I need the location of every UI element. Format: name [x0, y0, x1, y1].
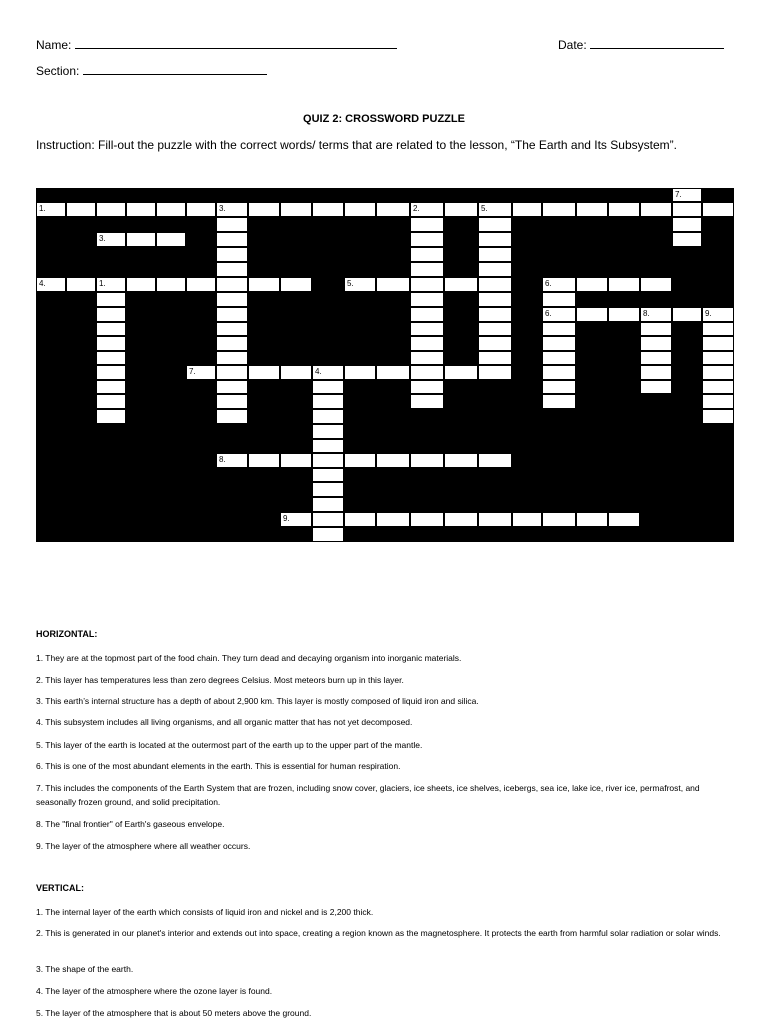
crossword-cell[interactable] [280, 453, 312, 468]
crossword-cell[interactable] [96, 307, 126, 322]
crossword-cell[interactable] [702, 380, 734, 394]
vertical-clue-2: 2. This is generated in our planet's interior and extends out into space, creating a region known as the magnetosphere. It protects the earth from harmful solar radiation or solar winds. [36, 928, 721, 938]
crossword-cell[interactable] [36, 277, 66, 292]
crossword-cell[interactable] [478, 512, 512, 527]
crossword-cell[interactable] [216, 394, 248, 409]
vertical-clue-1: 1. The internal layer of the earth which consists of liquid iron and nickel and is 2,200 thick. [36, 907, 374, 917]
crossword-cell[interactable] [444, 453, 478, 468]
crossword-cell[interactable] [186, 365, 216, 380]
crossword-cell[interactable] [576, 202, 608, 217]
crossword-cell[interactable] [66, 277, 96, 292]
crossword-cell[interactable] [376, 453, 410, 468]
crossword-grid [36, 188, 734, 542]
crossword-cell[interactable] [280, 512, 312, 527]
section-line [36, 62, 267, 78]
crossword-cell[interactable] [410, 512, 444, 527]
quiz-title: QUIZ 2: CROSSWORD PUZZLE [303, 113, 465, 125]
crossword-cell[interactable] [312, 497, 344, 512]
crossword-cell[interactable] [216, 217, 248, 232]
crossword-cell[interactable] [96, 380, 126, 394]
clue-number-down: 9. [705, 309, 712, 318]
horizontal-clue-5: 5. This layer of the earth is located at the outermost part of the earth up to the upper part of the mantle. [36, 740, 423, 750]
section-label: Section: [36, 64, 80, 78]
clue-number-across: 9. [283, 514, 290, 523]
crossword-cell[interactable] [512, 512, 542, 527]
horizontal-clue-8: 8. The "final frontier" of Earth's gaseous envelope. [36, 819, 225, 829]
crossword-cell[interactable] [410, 336, 444, 351]
crossword-cell[interactable] [542, 512, 576, 527]
crossword-cell[interactable] [410, 351, 444, 365]
crossword-cell[interactable] [312, 527, 344, 542]
crossword-cell[interactable] [608, 277, 640, 292]
crossword-cell[interactable] [478, 217, 512, 232]
crossword-cell[interactable] [640, 365, 672, 380]
crossword-cell[interactable] [640, 351, 672, 365]
clue-number-across: 6. [545, 309, 552, 318]
crossword-cell[interactable] [186, 202, 216, 217]
horizontal-clue-4: 4. This subsystem includes all living organisms, and all organic matter that has not yet decomposed. [36, 717, 413, 727]
crossword-cell[interactable] [702, 351, 734, 365]
crossword-cell[interactable] [478, 292, 512, 307]
crossword-cell[interactable] [126, 232, 156, 247]
crossword-cell[interactable] [216, 307, 248, 322]
crossword-cell[interactable] [478, 453, 512, 468]
crossword-cell[interactable] [376, 277, 410, 292]
crossword-cell[interactable] [640, 322, 672, 336]
crossword-cell[interactable] [542, 307, 576, 322]
clue-number-across: 5. [481, 204, 488, 213]
crossword-cell[interactable] [608, 307, 640, 322]
clue-number-down: 1. [99, 279, 106, 288]
crossword-cell[interactable] [216, 351, 248, 365]
crossword-cell[interactable] [478, 277, 512, 292]
crossword-cell[interactable] [478, 307, 512, 322]
clue-number-across: 3. [99, 234, 106, 243]
crossword-cell[interactable] [608, 512, 640, 527]
clue-number-down: 7. [675, 190, 682, 199]
crossword-cell[interactable] [608, 202, 640, 217]
crossword-cell[interactable] [216, 292, 248, 307]
horizontal-heading: HORIZONTAL: [36, 629, 98, 639]
crossword-cell[interactable] [96, 292, 126, 307]
crossword-cell[interactable] [542, 277, 576, 292]
crossword-cell[interactable] [478, 322, 512, 336]
clue-number-across: 6. [545, 279, 552, 288]
crossword-cell[interactable] [216, 336, 248, 351]
crossword-cell[interactable] [576, 307, 608, 322]
crossword-cell[interactable] [478, 351, 512, 365]
section-blank[interactable] [83, 62, 267, 75]
crossword-cell[interactable] [312, 394, 344, 409]
crossword-cell[interactable] [376, 365, 410, 380]
crossword-cell[interactable] [410, 217, 444, 232]
crossword-cell[interactable] [512, 202, 542, 217]
clue-number-across: 5. [347, 279, 354, 288]
clue-number-across: 8. [219, 455, 226, 464]
crossword-cell[interactable] [702, 202, 734, 217]
crossword-cell[interactable] [96, 351, 126, 365]
horizontal-clue-3: 3. This earth’s internal structure has a depth of about 2,900 km. This layer is mostly composed of liquid iron and silica. [36, 696, 479, 706]
vertical-clue-4: 4. The layer of the atmosphere where the ozone layer is found. [36, 986, 273, 996]
clue-number-down: 8. [643, 309, 650, 318]
crossword-cell[interactable] [576, 277, 608, 292]
crossword-cell[interactable] [410, 277, 444, 292]
clue-number-across: 3. [219, 204, 226, 213]
crossword-cell[interactable] [96, 202, 126, 217]
crossword-cell[interactable] [186, 277, 216, 292]
crossword-cell[interactable] [156, 202, 186, 217]
crossword-cell[interactable] [542, 365, 576, 380]
name-blank[interactable] [75, 36, 397, 49]
instruction-text: Instruction: Fill-out the puzzle with the correct words/ terms that are related to the lesson, “The Earth and Its Subsystem”. [36, 138, 677, 152]
crossword-cell[interactable] [640, 336, 672, 351]
horizontal-clue-1: 1. They are at the topmost part of the food chain. They turn dead and decaying organism into inorganic materials. [36, 653, 462, 663]
crossword-cell[interactable] [66, 202, 96, 217]
crossword-cell[interactable] [542, 380, 576, 394]
crossword-cell[interactable] [410, 202, 444, 217]
crossword-cell[interactable] [672, 217, 702, 232]
crossword-cell[interactable] [410, 232, 444, 247]
crossword-cell[interactable] [312, 409, 344, 424]
vertical-clue-5: 5. The layer of the atmosphere that is about 50 meters above the ground. [36, 1008, 312, 1018]
crossword-cell[interactable] [216, 365, 248, 380]
crossword-cell[interactable] [216, 380, 248, 394]
crossword-cell[interactable] [542, 336, 576, 351]
crossword-cell[interactable] [280, 365, 312, 380]
crossword-cell[interactable] [410, 453, 444, 468]
crossword-cell[interactable] [542, 394, 576, 409]
crossword-cell[interactable] [478, 365, 512, 380]
vertical-heading: VERTICAL: [36, 883, 84, 893]
crossword-cell[interactable] [248, 453, 280, 468]
crossword-cell[interactable] [410, 247, 444, 262]
crossword-cell[interactable] [444, 277, 478, 292]
crossword-cell[interactable] [216, 322, 248, 336]
crossword-cell[interactable] [280, 277, 312, 292]
crossword-cell[interactable] [312, 439, 344, 453]
crossword-cell[interactable] [216, 202, 248, 217]
crossword-cell[interactable] [156, 232, 186, 247]
crossword-cell[interactable] [156, 277, 186, 292]
name-line [36, 36, 397, 52]
crossword-cell[interactable] [312, 365, 344, 380]
crossword-cell[interactable] [672, 307, 702, 322]
crossword-cell[interactable] [96, 322, 126, 336]
crossword-cell[interactable] [376, 512, 410, 527]
crossword-cell[interactable] [216, 277, 248, 292]
crossword-cell[interactable] [640, 380, 672, 394]
crossword-cell[interactable] [478, 247, 512, 262]
crossword-cell[interactable] [312, 202, 344, 217]
crossword-cell[interactable] [702, 336, 734, 351]
crossword-cell[interactable] [702, 409, 734, 424]
date-blank[interactable] [590, 36, 724, 49]
date-line [558, 36, 724, 52]
crossword-cell[interactable] [216, 262, 248, 277]
crossword-cell[interactable] [344, 202, 376, 217]
crossword-cell[interactable] [542, 292, 576, 307]
crossword-cell[interactable] [410, 380, 444, 394]
crossword-cell[interactable] [96, 394, 126, 409]
crossword-cell[interactable] [216, 453, 248, 468]
crossword-cell[interactable] [444, 512, 478, 527]
crossword-cell[interactable] [312, 482, 344, 497]
crossword-cell[interactable] [248, 365, 280, 380]
crossword-cell[interactable] [702, 322, 734, 336]
horizontal-clue-9: 9. The layer of the atmosphere where all weather occurs. [36, 841, 251, 851]
crossword-cell[interactable] [702, 307, 734, 322]
crossword-cell[interactable] [312, 512, 344, 527]
crossword-cell[interactable] [672, 202, 702, 217]
crossword-cell[interactable] [444, 365, 478, 380]
horizontal-clue-2: 2. This layer has temperatures less than zero degrees Celsius. Most meteors burn up in this layer. [36, 675, 404, 685]
crossword-cell[interactable] [410, 322, 444, 336]
crossword-cell[interactable] [702, 365, 734, 380]
crossword-cell[interactable] [248, 202, 280, 217]
clue-number-across: 2. [413, 204, 420, 213]
crossword-cell[interactable] [640, 277, 672, 292]
clue-number-across: 4. [39, 279, 46, 288]
crossword-cell[interactable] [344, 453, 376, 468]
crossword-cell[interactable] [672, 232, 702, 247]
crossword-cell[interactable] [96, 336, 126, 351]
crossword-cell[interactable] [312, 468, 344, 482]
crossword-cell[interactable] [126, 202, 156, 217]
horizontal-clue-6: 6. This is one of the most abundant elements in the earth. This is essential for human respiration. [36, 761, 401, 771]
crossword-cell[interactable] [216, 409, 248, 424]
crossword-cell[interactable] [216, 247, 248, 262]
crossword-cell[interactable] [542, 351, 576, 365]
clue-number-down: 4. [315, 367, 322, 376]
crossword-cell[interactable] [96, 232, 126, 247]
crossword-cell[interactable] [478, 202, 512, 217]
clue-number-across: 7. [189, 367, 196, 376]
crossword-cell[interactable] [478, 232, 512, 247]
crossword-cell[interactable] [344, 277, 376, 292]
crossword-cell[interactable] [344, 512, 376, 527]
crossword-cell[interactable] [376, 202, 410, 217]
crossword-cell[interactable] [478, 262, 512, 277]
crossword-cell[interactable] [410, 394, 444, 409]
crossword-cell[interactable] [216, 232, 248, 247]
name-label: Name: [36, 38, 72, 52]
vertical-clue-3: 3. The shape of the earth. [36, 964, 134, 974]
crossword-cell[interactable] [280, 202, 312, 217]
crossword-cell[interactable] [542, 202, 576, 217]
crossword-cell[interactable] [576, 512, 608, 527]
crossword-cell[interactable] [344, 365, 376, 380]
crossword-cell[interactable] [640, 307, 672, 322]
crossword-cell[interactable] [96, 365, 126, 380]
crossword-cell[interactable] [410, 292, 444, 307]
clue-number-across: 1. [39, 204, 46, 213]
crossword-cell[interactable] [702, 394, 734, 409]
crossword-cell[interactable] [542, 322, 576, 336]
crossword-cell[interactable] [640, 202, 672, 217]
crossword-cell[interactable] [312, 453, 344, 468]
crossword-cell[interactable] [96, 277, 126, 292]
crossword-cell[interactable] [312, 424, 344, 439]
crossword-cell[interactable] [410, 307, 444, 322]
horizontal-clue-7: 7. This includes the components of the Earth System that are frozen, including snow cover, glaciers, ice sheets, ice shelves, icebergs, sea ice, lake ice, river ice, permafrost, and seasonally frozen ground, and solid precipitation. [36, 783, 700, 807]
date-label: Date: [558, 38, 587, 52]
crossword-cell[interactable] [36, 202, 66, 217]
crossword-cell[interactable] [478, 336, 512, 351]
crossword-cell[interactable] [672, 188, 702, 202]
crossword-cell[interactable] [444, 202, 478, 217]
crossword-cell[interactable] [248, 277, 280, 292]
crossword-cell[interactable] [312, 380, 344, 394]
crossword-cell[interactable] [126, 277, 156, 292]
crossword-cell[interactable] [410, 262, 444, 277]
crossword-cell[interactable] [96, 409, 126, 424]
crossword-cell[interactable] [410, 365, 444, 380]
